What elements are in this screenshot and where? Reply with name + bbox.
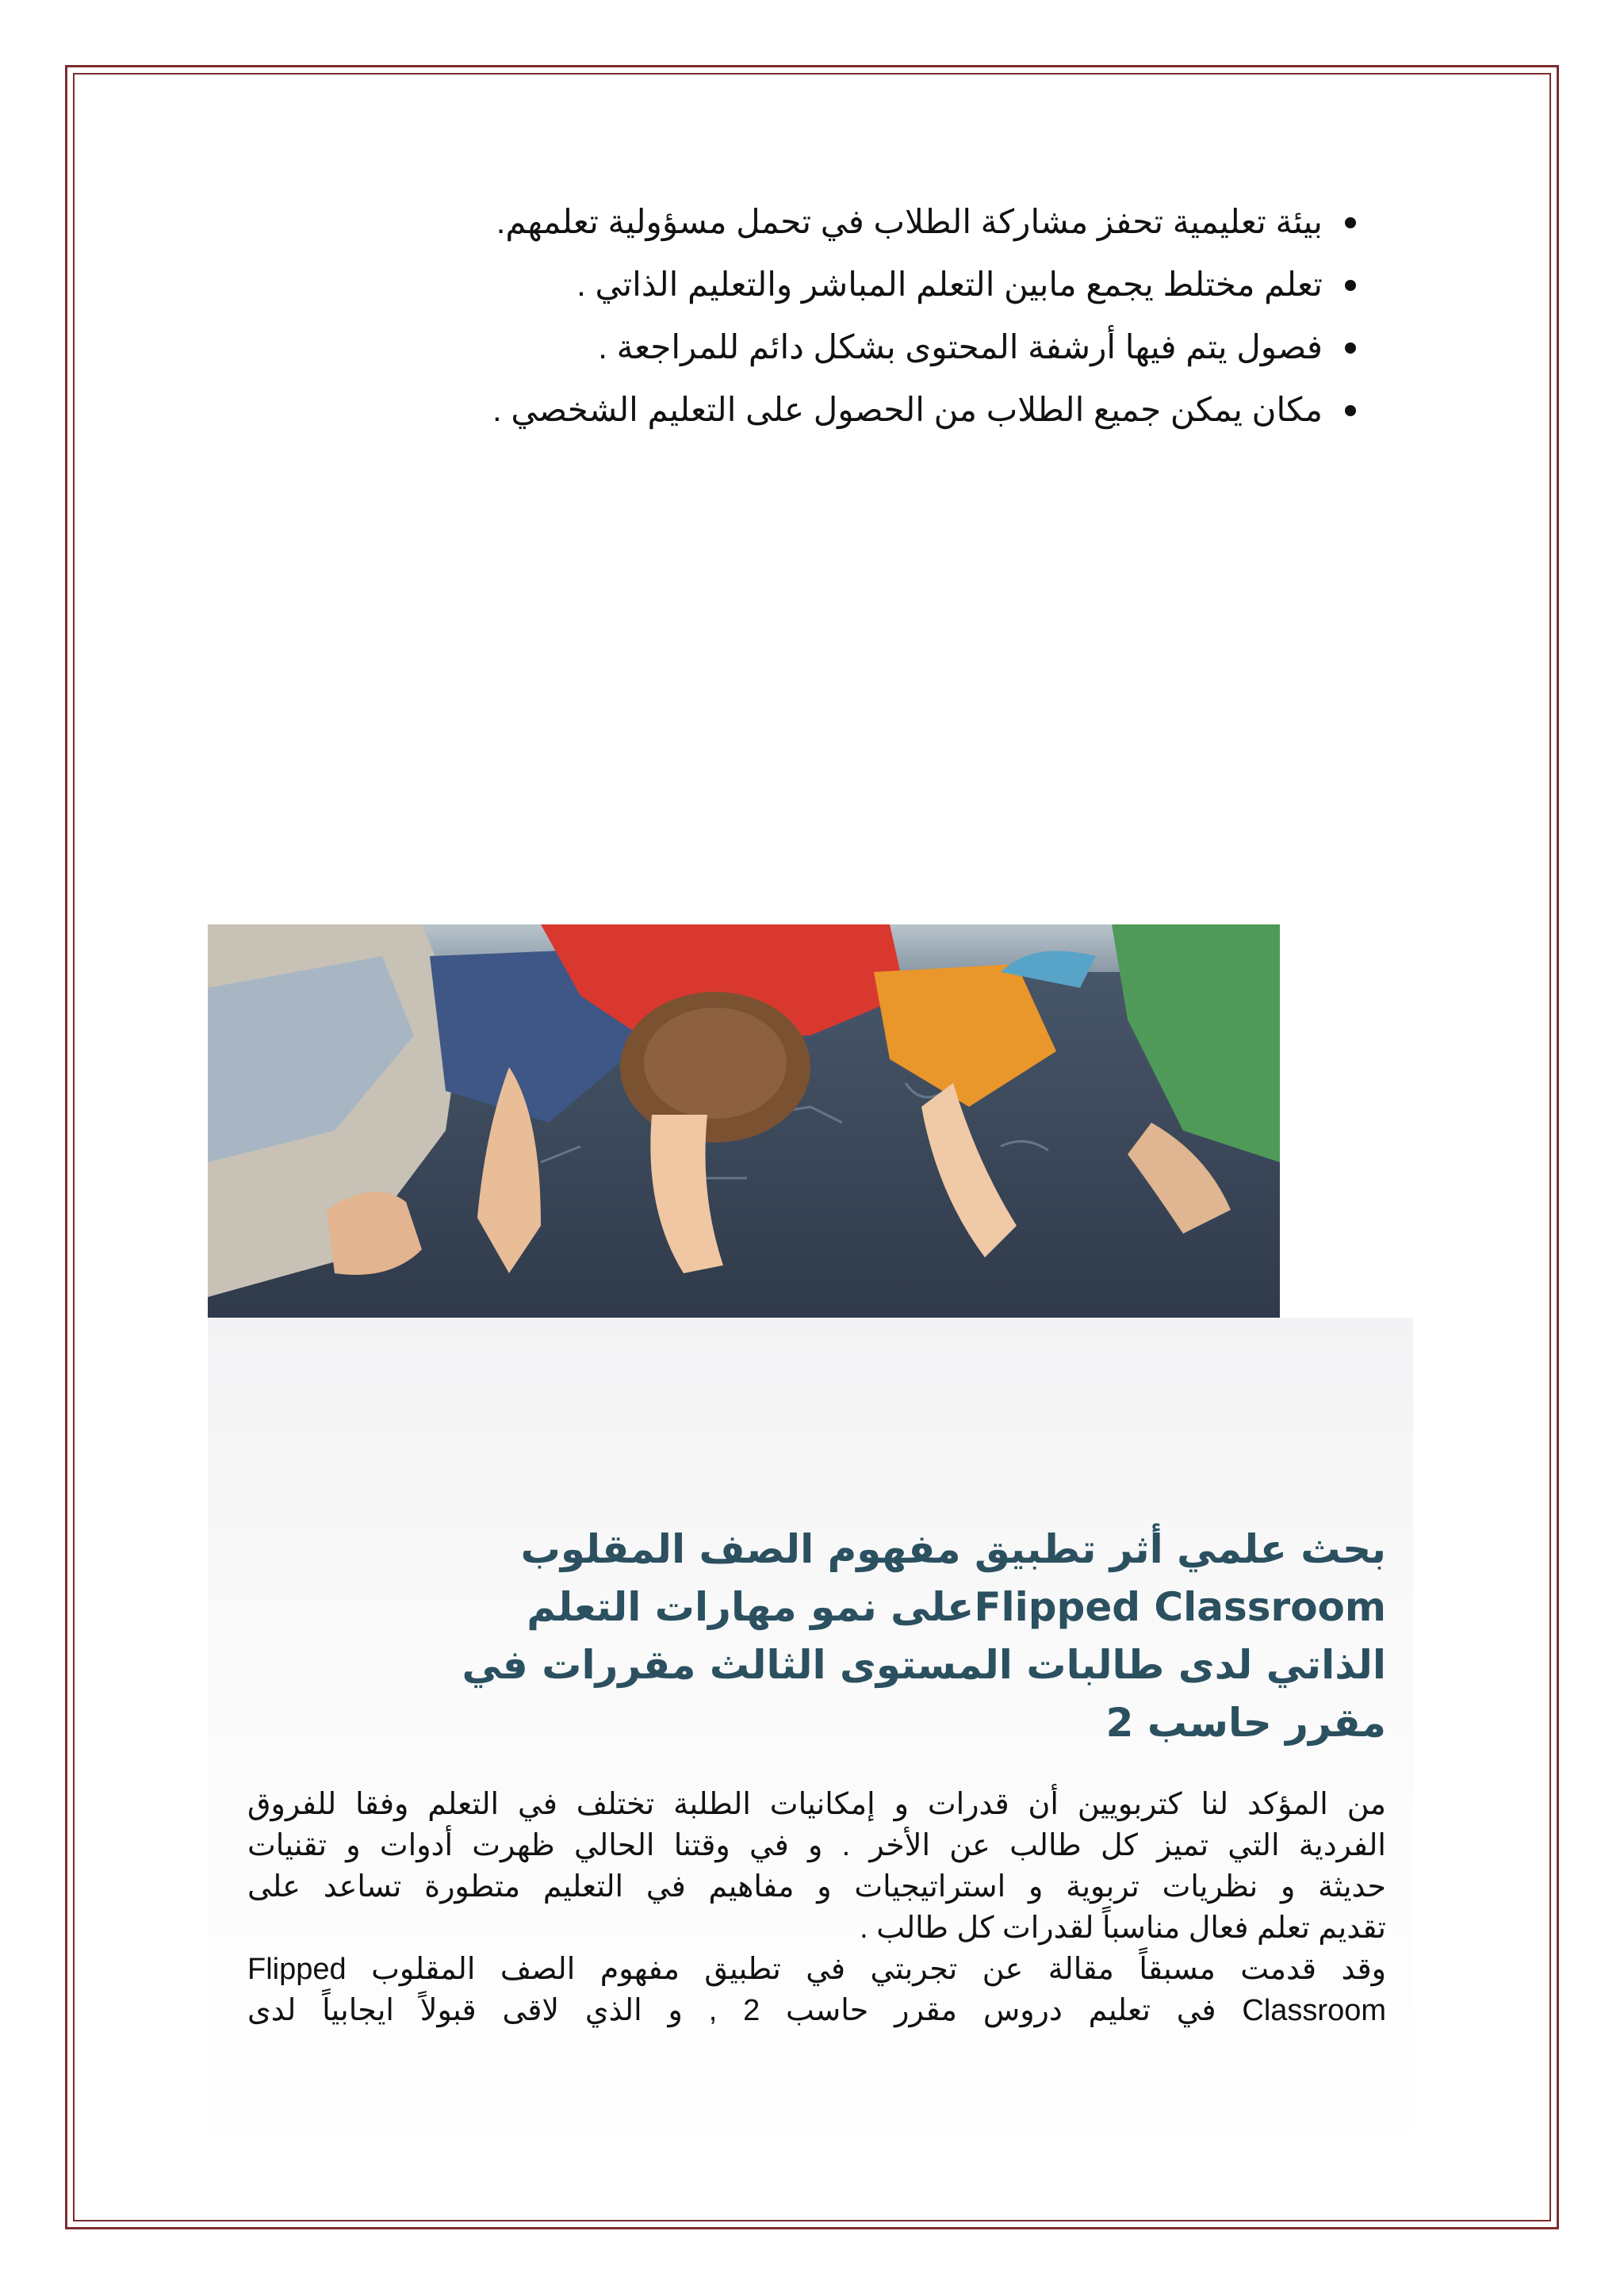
paragraph: [247, 1784, 1386, 1949]
paragraph-line: الفردية التي تميز كل طالب عن الأخر . و في وقتنا الحالي ظهرت أدوات و تقنيات: [247, 1829, 1386, 1862]
bullet-item: مكان يمكن جميع الطلاب من الحصول على التعليم الشخصي .: [331, 388, 1362, 431]
body-text: [247, 1784, 1386, 2031]
bullet-item: تعلم مختلط يجمع مابين التعلم المباشر والتعليم الذاتي .: [331, 262, 1362, 306]
paragraph-line: Classroom في تعليم دروس مقرر حاسب 2 , و الذي لاقى قبولاً ايجابياً لدى: [247, 1994, 1386, 2027]
paragraph: [247, 1949, 1386, 2031]
students-photo: [208, 924, 1280, 1318]
research-title: [197, 1521, 1386, 1752]
bullet-item: بيئة تعليمية تحفز مشاركة الطلاب في تحمل مسؤولية تعلمهم.: [331, 200, 1362, 243]
paragraph-line: من المؤكد لنا كتربويين أن قدرات و إمكانيات الطلبة تختلف في التعلم وفقا للفروق: [247, 1788, 1386, 1821]
title-line: مقرر حاسب 2: [1105, 1700, 1386, 1746]
title-line: بحث علمي أثر تطبيق مفهوم الصف المقلوب: [520, 1526, 1386, 1572]
title-line: Flipped Classroomعلى نمو مهارات التعلم: [527, 1584, 1386, 1630]
paragraph-line: حديثة و نظريات تربوية و استراتيجيات و مفاهيم في التعليم متطورة تساعد على: [247, 1870, 1386, 1904]
bullet-list: [331, 200, 1362, 450]
title-line: الذاتي لدى طالبات المستوى الثالث مقررات في: [462, 1642, 1386, 1688]
bullet-item: فصول يتم فيها أرشفة المحتوى بشكل دائم للمراجعة .: [331, 325, 1362, 369]
students-photo-illustration: [208, 924, 1280, 1318]
paragraph-line: وقد قدمت مسبقاً مقالة عن تجربتي في تطبيق مفهوم الصف المقلوب Flipped: [247, 1953, 1386, 1986]
paragraph-line: تقديم تعلم فعال مناسباً لقدرات كل طالب .: [860, 1911, 1386, 1945]
